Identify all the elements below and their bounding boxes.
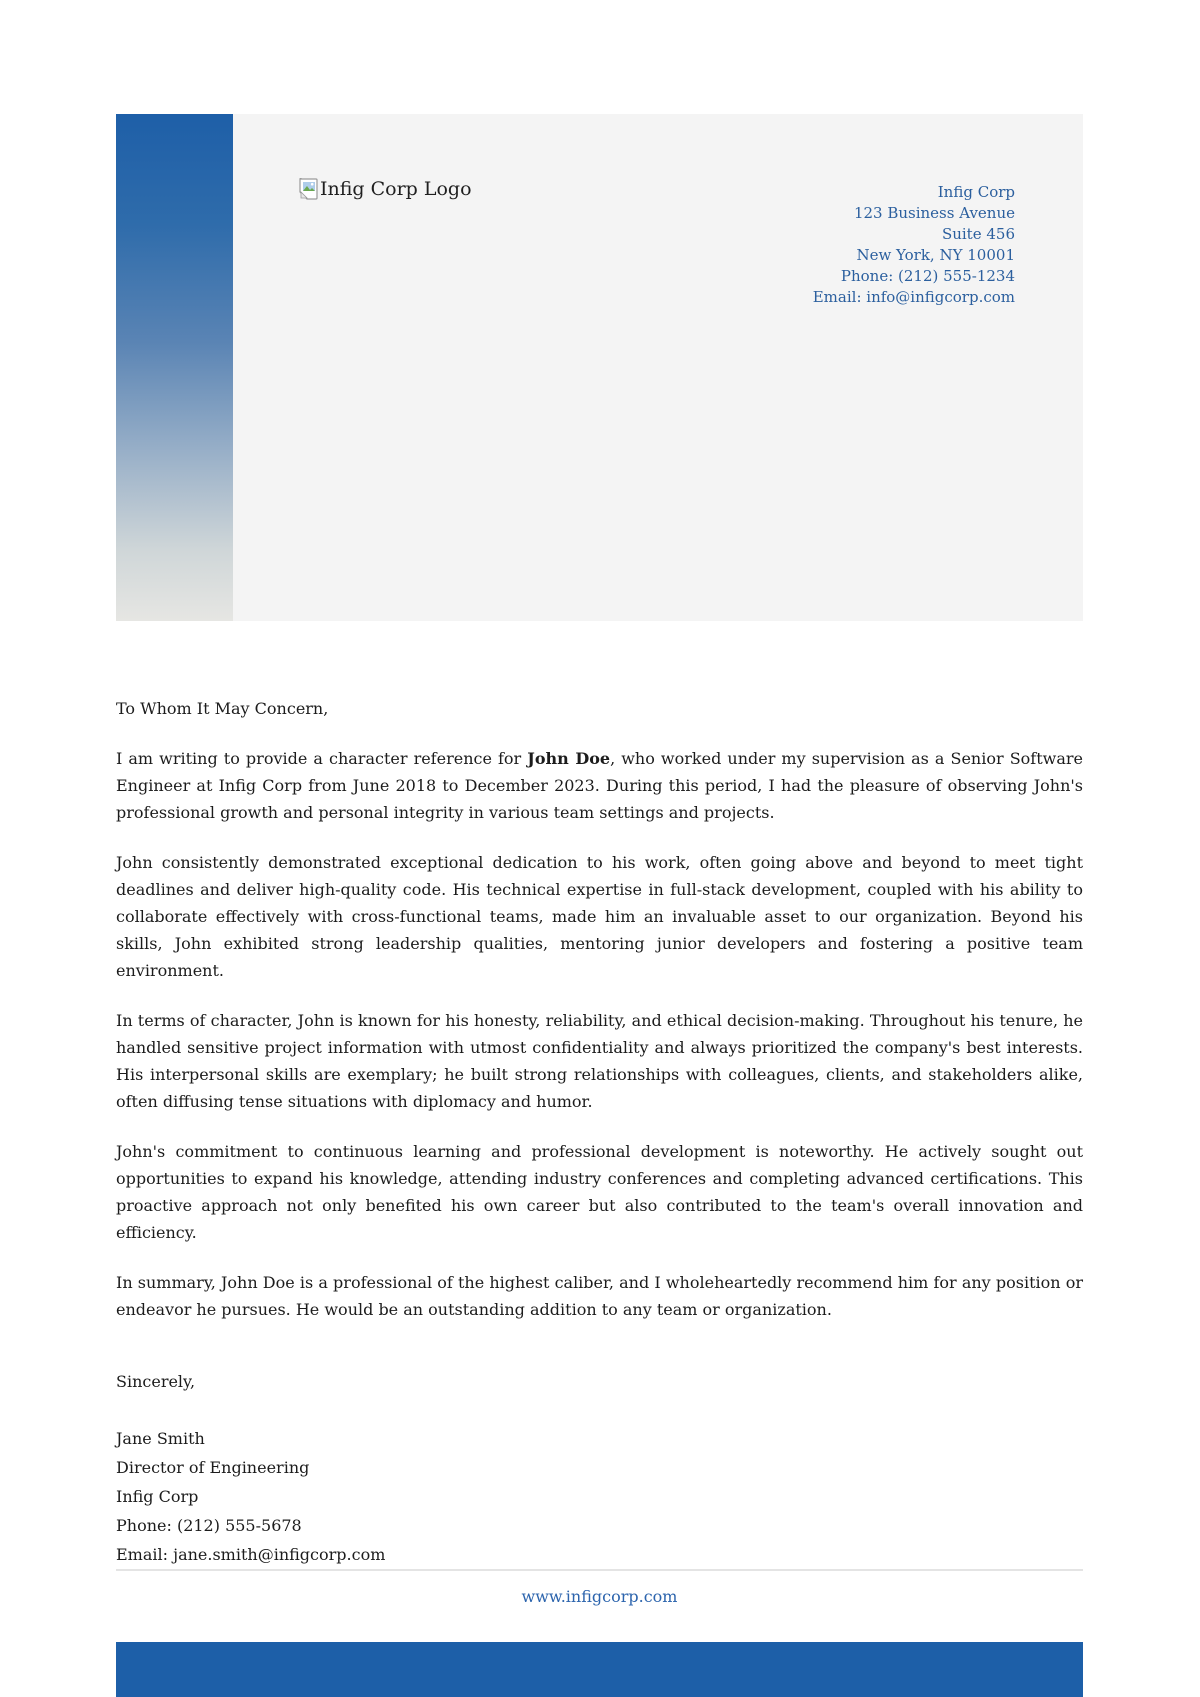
address-email: Email: info@infigcorp.com xyxy=(812,288,1015,306)
address-street: 123 Business Avenue xyxy=(853,204,1015,222)
company-address-block xyxy=(813,182,1015,308)
paragraph-3: In terms of character, John is known for his honesty, reliability, and ethical decision-making. Throughout his tenure, he handled sensitive project information with utmost confidentiality and always prioritized the company's best interests. His interpersonal skills are exemplary; he built strong relationships with colleagues, clients, and stakeholders alike, often diffusing tense situations with diplomacy and humor. xyxy=(116,1011,1083,1111)
broken-image-icon xyxy=(299,178,319,200)
company-logo-broken-image xyxy=(299,178,472,200)
signer-title: Director of Engineering xyxy=(116,1458,310,1477)
paragraph-4: John's commitment to continuous learning and professional development is noteworthy. He actively sought out opportunities to expand his knowledge, attending industry conferences and completing advanced certifications. This proactive approach not only benefited his own career but also contributed to the team's overall innovation and efficiency. xyxy=(116,1142,1083,1242)
candidate-name: John Doe xyxy=(527,749,611,768)
signature-block xyxy=(116,1424,1083,1569)
paragraph-1-continuation: , who worked under my supervision as a Senior Software Engineer at Infig Corp from June 2018 to December 2023. During this period, I had the pleasure of observing John's professional growth and personal integrity in various team settings and projects. xyxy=(116,749,1084,822)
signer-phone: Phone: (212) 555-5678 xyxy=(116,1516,302,1535)
paragraph-1 xyxy=(116,745,1083,826)
address-phone: Phone: (212) 555-1234 xyxy=(840,267,1015,285)
page-footer xyxy=(116,1569,1083,1697)
paragraph-1-text: I am writing to provide a character reference for xyxy=(116,749,528,768)
signer-name: Jane Smith xyxy=(116,1429,205,1448)
accent-gradient-bar xyxy=(116,114,233,621)
logo-alt-text: Infig Corp Logo xyxy=(320,178,472,200)
paragraph-2: John consistently demonstrated exceptional dedication to his work, often going above and beyond to meet tight deadlines and deliver high-quality code. His technical expertise in full-stack development, coupled with his ability to collaborate effectively with cross-functional teams, made him an invaluable asset to our organization. Beyond his skills, John exhibited strong leadership qualities, mentoring junior developers and fostering a positive team environment. xyxy=(116,853,1083,980)
letter-body xyxy=(116,621,1083,1569)
salutation: To Whom It May Concern, xyxy=(116,699,329,718)
footer-divider xyxy=(116,1569,1083,1571)
address-suite: Suite 456 xyxy=(941,225,1015,243)
signer-email: Email: jane.smith@infigcorp.com xyxy=(116,1545,386,1564)
letterhead-content xyxy=(233,114,1083,621)
address-city: New York, NY 10001 xyxy=(856,246,1015,264)
closing: Sincerely, xyxy=(116,1372,196,1391)
website-link[interactable]: www.infigcorp.com xyxy=(521,1587,678,1606)
address-company: Infig Corp xyxy=(937,183,1015,201)
footer-link-row xyxy=(116,1587,1083,1606)
paragraph-5: In summary, John Doe is a professional of the highest caliber, and I wholeheartedly recommend him for any position or endeavor he pursues. He would be an outstanding addition to any team or organization. xyxy=(116,1273,1083,1319)
letterhead xyxy=(116,114,1083,621)
footer-blue-bar xyxy=(116,1642,1083,1697)
signer-company: Infig Corp xyxy=(116,1487,199,1506)
